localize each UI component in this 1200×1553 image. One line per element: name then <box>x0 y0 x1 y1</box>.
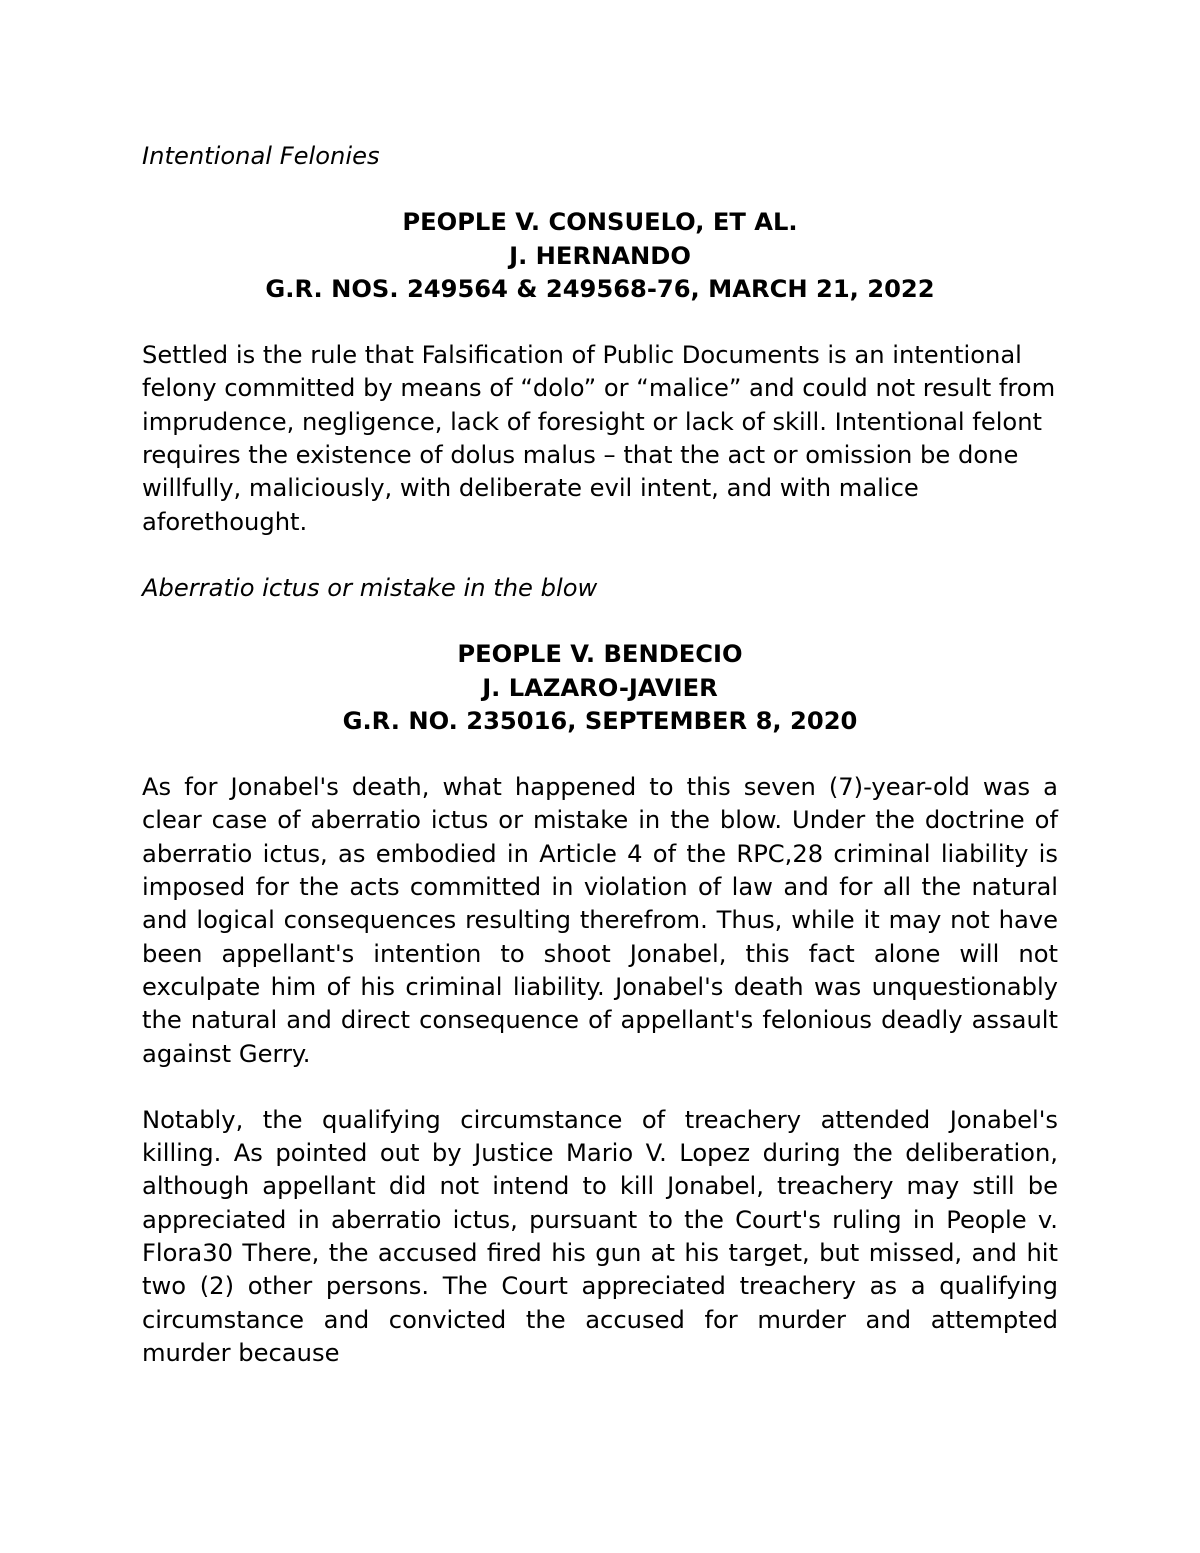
case-justice: J. LAZARO-JAVIER <box>482 673 718 702</box>
case-paragraph: As for Jonabel's death, what happened to this seven (7)-year-old was a clear case of aberratio ictus or mistake in the blow. Under the doctrine of aberratio ictus, as embodied in Article 4 of the RPC,28 criminal liability is imposed for the acts committed in violation of law and for all the natural and logical consequences resulting therefrom. Thus, while it may not have been appellant's intention to shoot Jonabel, this fact alone will not exculpate him of his criminal liability. Jonabel's death was unquestionably the natural and direct consequence of appellant's felonious deadly assault against Gerry. <box>142 773 1058 1068</box>
case-justice: J. HERNANDO <box>509 241 691 270</box>
case-title: PEOPLE V. CONSUELO, ET AL. <box>402 208 798 237</box>
document-page <box>142 140 1058 1403</box>
case-header-consuelo <box>142 206 1058 306</box>
case-paragraph: Notably, the qualifying circumstance of treachery attended Jonabel's killing. As pointed out by Justice Mario V. Lopez during the deliberation, although appellant did not intend to kill Jonabel, treachery may still be appreciated in aberratio ictus, pursuant to the Court's ruling in People v. Flora30 There, the accused fired his gun at his target, but missed, and hit two (2) other persons. The Court appreciated treachery as a qualifying circumstance and convicted the accused for murder and attempted murder because <box>142 1105 1058 1367</box>
case-citation: G.R. NOS. 249564 & 249568-76, MARCH 21, 2022 <box>265 274 935 303</box>
section-heading-intentional-felonies: Intentional Felonies <box>142 142 380 170</box>
case-title: PEOPLE V. BENDECIO <box>457 640 743 669</box>
section-heading-aberratio-ictus: Aberratio ictus or mistake in the blow <box>142 573 598 602</box>
case-header-bendecio <box>142 638 1058 738</box>
case-paragraph: Settled is the rule that Falsification of Public Documents is an intentional felony committed by means of “dolo” or “malice” and could not result from imprudence, negligence, lack of foresight or lack of skill. Intentional felont requires the existence of dolus malus – that the act or omission be done willfully, maliciously, with deliberate evil intent, and with malice aforethought. <box>142 341 1056 536</box>
case-citation: G.R. NO. 235016, SEPTEMBER 8, 2020 <box>342 706 858 735</box>
